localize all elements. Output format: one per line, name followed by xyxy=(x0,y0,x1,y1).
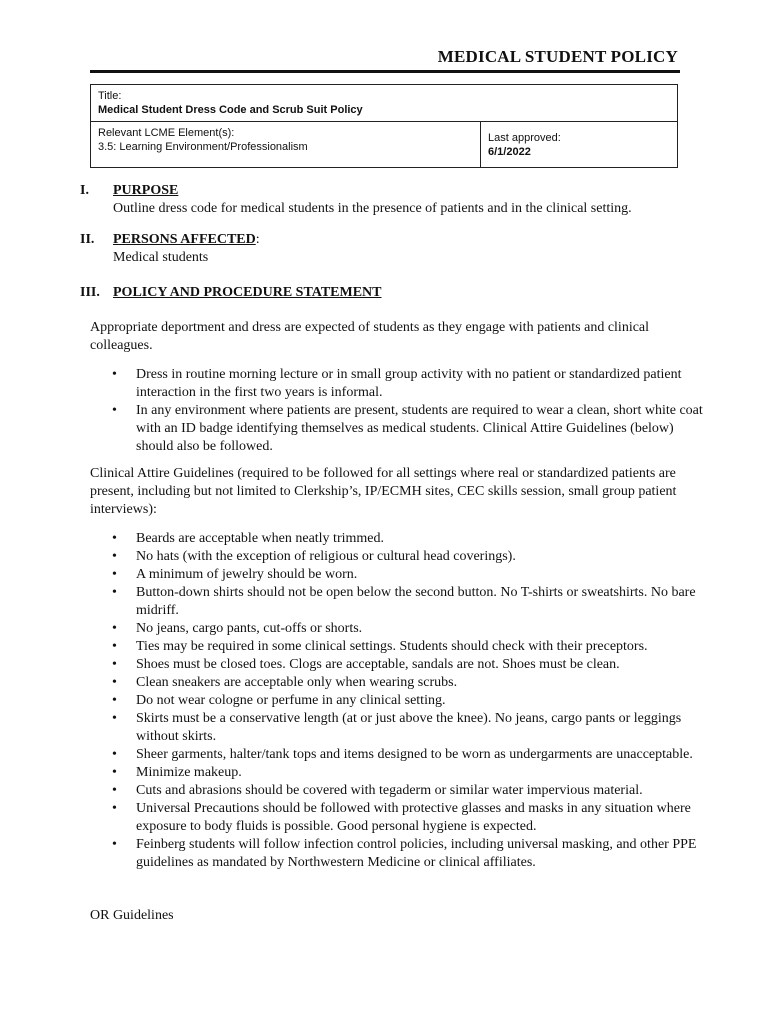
list-item-text: Feinberg students will follow infection control policies, including universal masking, and other PPE guidelines as mandated by Northwestern Medicine or clinical affiliates. xyxy=(136,837,697,870)
section-number: III. xyxy=(80,285,100,300)
approved-label: Last approved: xyxy=(488,131,561,144)
bullet-marker: • xyxy=(112,837,117,852)
list-item xyxy=(112,620,706,638)
persons-text: Medical students xyxy=(113,250,209,265)
title-label: Title: xyxy=(98,90,122,102)
bullet-marker: • xyxy=(112,747,117,762)
bullet-marker: • xyxy=(112,621,117,636)
list-item-text: Minimize makeup. xyxy=(136,765,242,780)
policy-info-table xyxy=(90,84,678,168)
bullet-marker: • xyxy=(112,657,117,672)
list-item-text: Beards are acceptable when neatly trimmed. xyxy=(136,531,384,546)
lcme-label: Relevant LCME Element(s): xyxy=(98,127,235,139)
bullet-marker: • xyxy=(112,675,117,690)
heading-colon: : xyxy=(255,232,260,247)
list-item-text: Clean sneakers are acceptable only when wearing scrubs. xyxy=(136,675,458,690)
title-value: Medical Student Dress Code and Scrub Suit Policy xyxy=(98,104,363,116)
list-item-text: Shoes must be closed toes. Clogs are acceptable, sandals are not. Shoes must be clean. xyxy=(136,657,620,672)
bullet-marker: • xyxy=(112,783,117,798)
list-item xyxy=(112,402,706,456)
approved-value: 6/1/2022 xyxy=(488,145,531,158)
list-item xyxy=(112,656,706,674)
list-item xyxy=(112,548,706,566)
list-item-text: A minimum of jewelry should be worn. xyxy=(136,567,358,582)
list-item xyxy=(112,800,706,836)
list-item-text: Universal Precautions should be followed with protective glasses and masks in any situation where exposure to body fluids is possible. Good personal hygiene is expected. xyxy=(136,801,691,834)
bullet-marker: • xyxy=(112,403,117,418)
list-item-text: Cuts and abrasions should be covered with tegaderm or similar water impervious material. xyxy=(136,783,643,798)
bullet-marker: • xyxy=(112,367,117,382)
list-item-text: Sheer garments, halter/tank tops and items designed to be worn as undergarments are unacceptable. xyxy=(136,747,693,762)
list-item xyxy=(112,836,706,872)
section-heading-purpose: PURPOSE xyxy=(113,183,179,198)
bullet-marker: • xyxy=(112,585,117,600)
list-item-text: Do not wear cologne or perfume in any clinical setting. xyxy=(136,693,446,708)
document-header-title: MEDICAL STUDENT POLICY xyxy=(437,47,678,66)
bullet-marker: • xyxy=(112,693,117,708)
approved-cell xyxy=(481,122,678,168)
list-item-text: In any environment where patients are present, students are required to wear a clean, short white coat with an ID badge identifying themselves as medical students. Clinical Attire Guidelines (below) should also be followed. xyxy=(136,403,703,454)
purpose-text: Outline dress code for medical students in the presence of patients and in the clinical setting. xyxy=(113,201,632,216)
bullet-marker: • xyxy=(112,549,117,564)
list-item xyxy=(112,584,706,620)
list-item xyxy=(112,530,706,548)
lcme-cell xyxy=(91,122,481,168)
list-item xyxy=(112,710,706,746)
list-item xyxy=(112,638,706,656)
lcme-value: 3.5: Learning Environment/Professionalism xyxy=(98,141,308,153)
section-heading-policy: POLICY AND PROCEDURE STATEMENT xyxy=(113,285,382,300)
list-item xyxy=(112,746,706,764)
header-divider xyxy=(90,70,680,73)
list-item-text: No jeans, cargo pants, cut-offs or shorts. xyxy=(136,621,363,636)
list-item xyxy=(112,674,706,692)
list-item-text: Button-down shirts should not be open below the second button. No T-shirts or sweatshirts. No bare midriff. xyxy=(136,585,696,618)
bullet-marker: • xyxy=(112,639,117,654)
bullet-marker: • xyxy=(112,531,117,546)
section-number: II. xyxy=(80,232,95,247)
list-item xyxy=(112,782,706,800)
title-cell xyxy=(91,85,678,122)
clinical-attire-intro: Clinical Attire Guidelines (required to be followed for all settings where real or standardized patients are present, including but not limited to Clerkship’s, IP/ECMH sites, CEC skills session, small group patient interviews): xyxy=(90,466,677,517)
list-item-text: No hats (with the exception of religious or cultural head coverings). xyxy=(136,549,516,564)
list-item-text: Skirts must be a conservative length (at or just above the knee). No jeans, cargo pants or leggings without skirts. xyxy=(136,711,682,744)
list-item-text: Dress in routine morning lecture or in small group activity with no patient or standardized patient interaction in the first two years is informal. xyxy=(136,367,682,400)
bullet-marker: • xyxy=(112,711,117,726)
list-item xyxy=(112,764,706,782)
general-dress-list xyxy=(112,366,706,456)
list-item-text: Ties may be required in some clinical settings. Students should check with their preceptors. xyxy=(136,639,648,654)
bullet-marker: • xyxy=(112,567,117,582)
section-number: I. xyxy=(80,183,89,198)
list-item xyxy=(112,692,706,710)
list-item xyxy=(112,366,706,402)
or-guidelines-heading: OR Guidelines xyxy=(90,908,174,923)
bullet-marker: • xyxy=(112,801,117,816)
intro-paragraph: Appropriate deportment and dress are expected of students as they engage with patients and clinical colleagues. xyxy=(90,320,650,353)
clinical-attire-list xyxy=(112,530,706,872)
bullet-marker: • xyxy=(112,765,117,780)
section-heading-persons: PERSONS AFFECTED xyxy=(113,232,256,247)
list-item xyxy=(112,566,706,584)
